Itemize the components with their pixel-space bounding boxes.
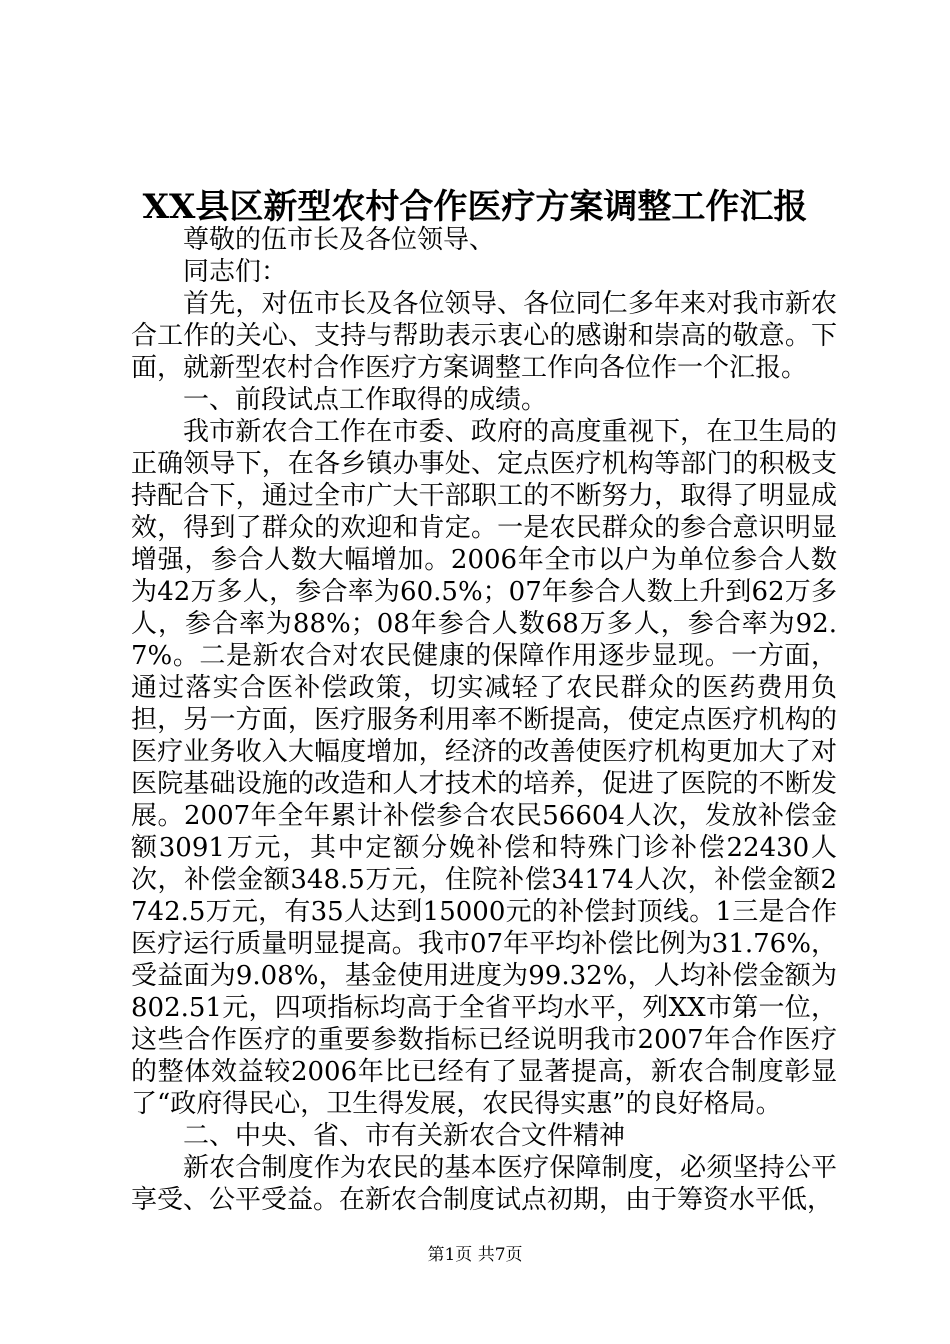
page-footer: 第1页 共7页 (427, 1245, 523, 1265)
opening-paragraph: 首先，对伍市长及各位领导、各位同仁多年来对我市新农合工作的关心、支持与帮助表示衷心的感谢和崇高的敬意。下面，就新型农村合作医疗方案调整工作向各位作一个汇报。 (131, 289, 837, 383)
section-heading-1: 一、前段试点工作取得的成绩。 (183, 385, 548, 415)
salutation-line-2: 同志们： (183, 257, 288, 287)
section-heading-2: 二、中央、省、市有关新农合文件精神 (183, 1121, 626, 1151)
achievements-paragraph: 我市新农合工作在市委、政府的高度重视下，在卫生局的正确领导下，在各乡镇办事处、定点医疗机构等部门的积极支持配合下，通过全市广大干部职工的不断努力，取得了明显成效，得到了群众的欢迎和肯定。一是农民群众的参合意识明显增强，参合人数大幅增加。2006年全市以户为单位参合人数为42万多人，参合率为60.5%；07年参合人数上升到62万多人，参合率为88%；08年参合人数68万多人，参合率为92.7%。二是新农合对农民健康的保障作用逐步显现。一方面，通过落实合医补偿政策，切实减轻了农民群众的医药费用负担，另一方面，医疗服务利用率不断提高，使定点医疗机构的医疗业务收入大幅度增加，经济的改善使医疗机构更加大了对医院基础设施的改造和人才技术的培养，促进了医院的不断发展。2007年全年累计补偿参合农民56604人次，发放补偿金额3091万元，其中定额分娩补偿和特殊门诊补偿22430人次，补偿金额348.5万元，住院补偿34174人次，补偿金额2742.5万元，有35人达到15000元的补偿封顶线。1三是合作医疗运行质量明显提高。我市07年平均补偿比例为31.76%，受益面为9.08%，基金使用进度为99.32%，人均补偿金额为802.51元，四项指标均高于全省平均水平，列XX市第一位，这些合作医疗的重要参数指标已经说明我市2007年合作医疗的整体效益较2006年比已经有了显著提高，新农合制度彰显了“政府得民心，卫生得发展，农民得实惠”的良好格局。 (131, 417, 837, 1119)
policy-paragraph: 新农合制度作为农民的基本医疗保障制度，必须坚持公平享受、公平受益。在新农合制度试点初期，由于筹资水平低， (131, 1153, 837, 1215)
document-title: XX县区新型农村合作医疗方案调整工作汇报 (142, 187, 808, 227)
document-body (131, 224, 837, 1216)
salutation-line-1: 尊敬的伍市长及各位领导、 (183, 225, 496, 255)
